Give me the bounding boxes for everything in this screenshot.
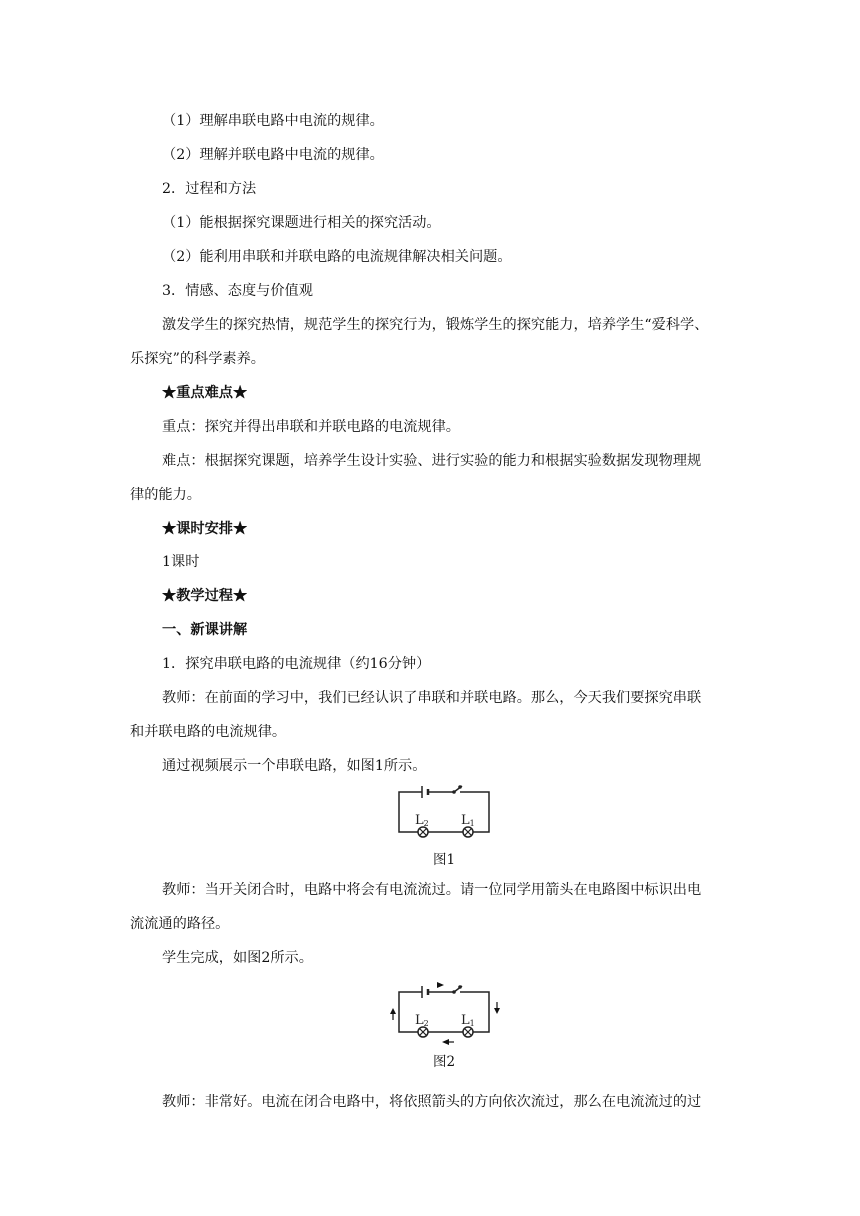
paragraph-emotion-2: 乐探究”的科学素养。 — [130, 351, 265, 367]
schedule-value: 1课时 — [162, 554, 200, 570]
current-arrow-bottom-icon — [442, 1039, 449, 1045]
objective-2-2: （2）能利用串联和并联电路的电流规律解决相关问题。 — [162, 249, 512, 265]
figure-2-circuit — [390, 980, 502, 1054]
key-point: 重点：探究并得出串联和并联电路的电流规律。 — [162, 419, 460, 435]
lamp-l1-label: L1 — [461, 1013, 475, 1028]
figure-2-caption: 图2 — [432, 1054, 456, 1070]
difficult-point-1: 难点：根据探究课题，培养学生设计实验、进行实验的能力和根据实验数据发现物理规 — [162, 453, 702, 469]
teacher-instruction-1: 教师：当开关闭合时，电路中将会有电流流过。请一位同学用箭头在电路图中标识出电 — [162, 882, 702, 898]
paragraph-emotion-1: 激发学生的探究热情，规范学生的探究行为，锻炼学生的探究能力，培养学生“爱科学、 — [162, 317, 709, 333]
heading-schedule: ★课时安排★ — [162, 521, 248, 537]
subsection-series-current: 1．探究串联电路的电流规律（约16分钟） — [162, 656, 431, 672]
student-complete-text: 学生完成，如图2所示。 — [162, 950, 313, 966]
section-process-method: 2．过程和方法 — [162, 181, 257, 197]
difficult-point-2: 律的能力。 — [130, 487, 201, 503]
lamp-l2-label: L2 — [415, 813, 429, 828]
lamp-l2-label: L2 — [415, 1013, 429, 1028]
heading-key-points: ★重点难点★ — [162, 385, 248, 401]
teacher-instruction-2: 流流通的路径。 — [130, 916, 230, 932]
lamp-l1-label: L1 — [461, 813, 475, 828]
figure-1-circuit — [394, 781, 494, 847]
section-emotion-values: 3．情感、态度与价值观 — [162, 283, 313, 299]
series-circuit-diagram — [394, 781, 494, 843]
heading-teaching-process: ★教学过程★ — [162, 588, 248, 604]
series-circuit-current-path-diagram — [390, 980, 502, 1050]
current-arrow-left-icon — [390, 1008, 396, 1014]
figure-1-caption: 图1 — [432, 852, 456, 868]
objective-2-1: （1）能根据探究课题进行相关的探究活动。 — [162, 215, 441, 231]
teacher-intro-1: 教师：在前面的学习中，我们已经认识了串联和并联电路。那么，今天我们要探究串联 — [162, 690, 702, 706]
teacher-explanation: 教师：非常好。电流在闭合电路中，将依照箭头的方向依次流过，那么在电流流过的过 — [162, 1094, 702, 1110]
teacher-intro-2: 和并联电路的电流规律。 — [130, 724, 287, 740]
objective-1-1: （1）理解串联电路中电流的规律。 — [162, 113, 384, 129]
heading-new-lesson: 一、新课讲解 — [162, 622, 248, 638]
current-arrow-right-icon — [494, 1008, 500, 1014]
current-arrow-top-icon — [437, 982, 444, 988]
video-demo-text: 通过视频展示一个串联电路，如图1所示。 — [162, 758, 427, 774]
objective-1-2: （2）理解并联电路中电流的规律。 — [162, 147, 384, 163]
